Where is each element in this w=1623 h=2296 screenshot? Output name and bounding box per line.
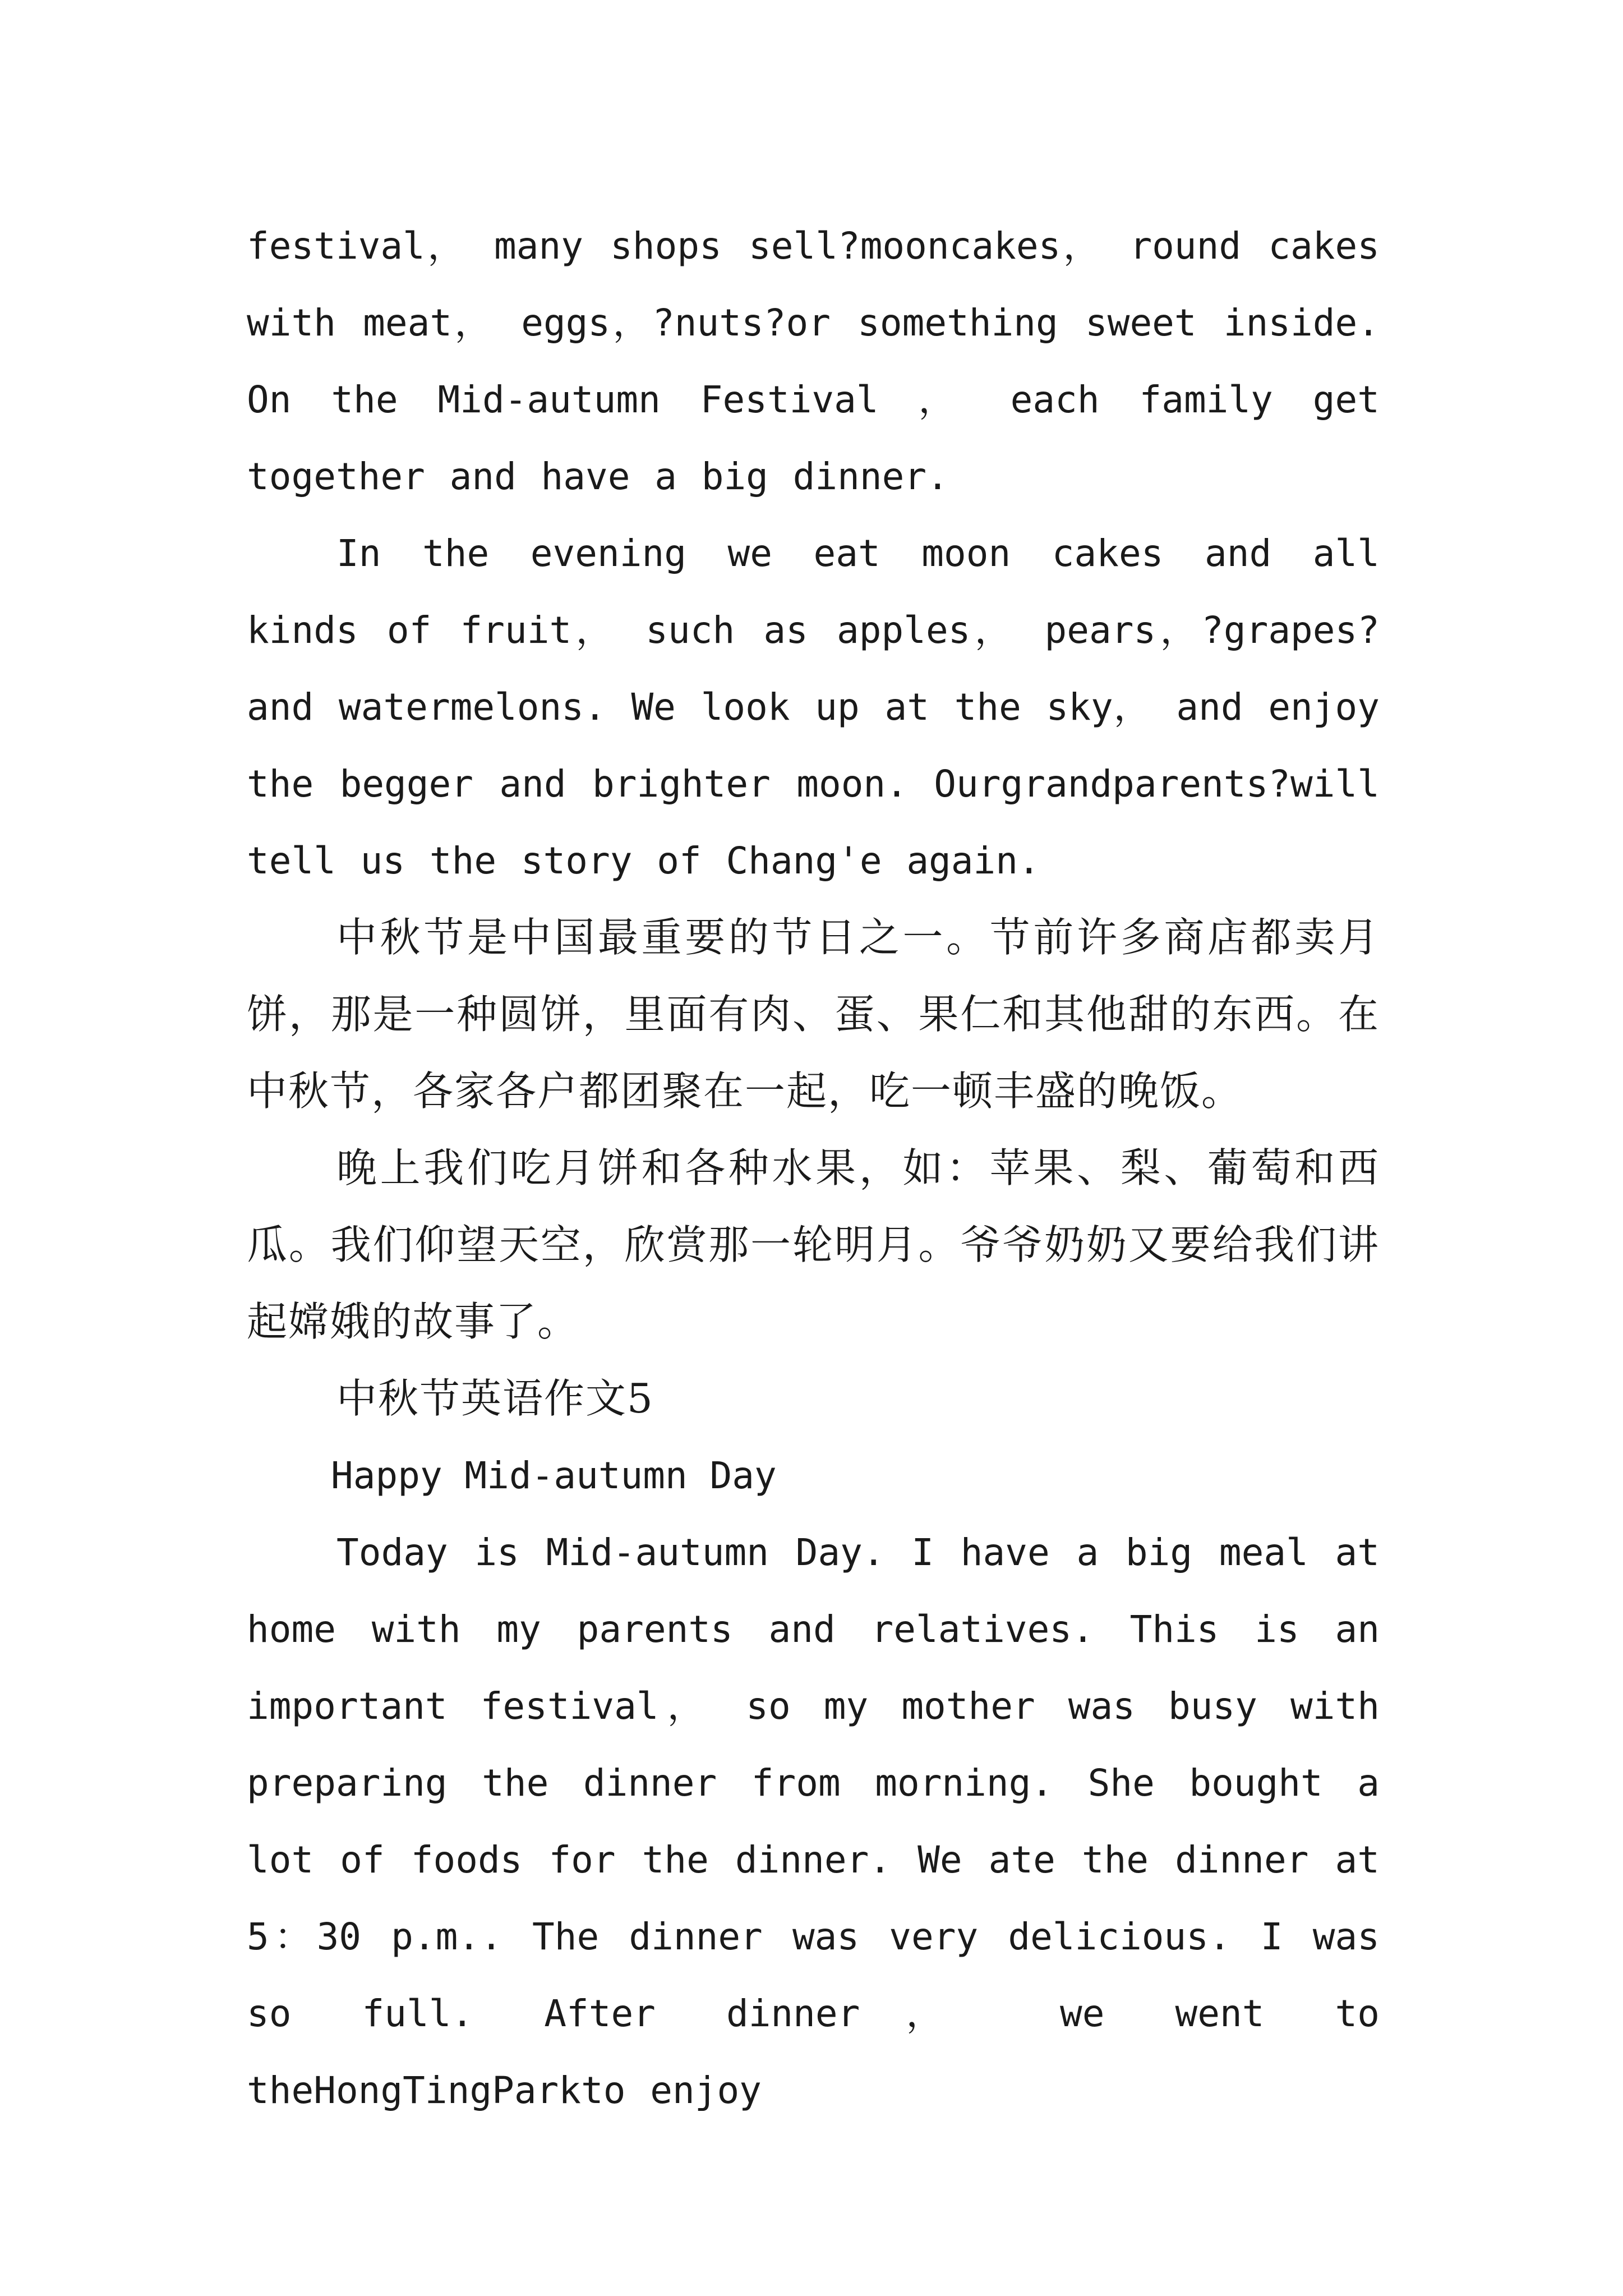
paragraph-mooncake-shops: festival， many shops sell?mooncakes， round cakes with meat， eggs，?nuts?or something sweet inside. On the Mid-autumn Festival ， each family get together and have a big dinner.	[247, 224, 1380, 498]
paragraph-chinese-translation-1: 中秋节是中国最重要的节日之一。节前许多商店都卖月饼，那是一种圆饼，里面有肉、蛋、果仁和其他甜的东西。在中秋节，各家各户都团聚在一起，吃一顿丰盛的晚饭。	[247, 914, 1380, 1115]
paragraph-mid-autumn-day: Today is Mid-autumn Day. I have a big meal at home with my parents and relatives. This is an important festival， so my mother was busy with preparing the dinner from morning. She bought a lot of foods for the dinner. We ate the dinner at 5：30 p.m.. The dinner was very delicious. I was so full. After dinner， we went to theHongTingParkto enjoy	[247, 1531, 1380, 2112]
essay-title-english: Happy Mid-autumn Day	[331, 1454, 777, 1497]
paragraph-evening-fruit: In the evening we eat moon cakes and all kinds of fruit， such as apples， pears，?grapes?and watermelons. We look up at the sky， and enjoy the begger and brighter moon. Ourgrandparents?will tell us the story of Chang'e again.	[247, 532, 1380, 882]
essay-heading-chinese: 中秋节英语作文5	[336, 1375, 654, 1422]
paragraph-chinese-translation-2: 晚上我们吃月饼和各种水果，如：苹果、梨、葡萄和西瓜。我们仰望天空，欣赏那一轮明月。爷爷奶奶又要给我们讲起嫦娥的故事了。	[247, 1144, 1380, 1345]
document-body	[247, 208, 1380, 2129]
